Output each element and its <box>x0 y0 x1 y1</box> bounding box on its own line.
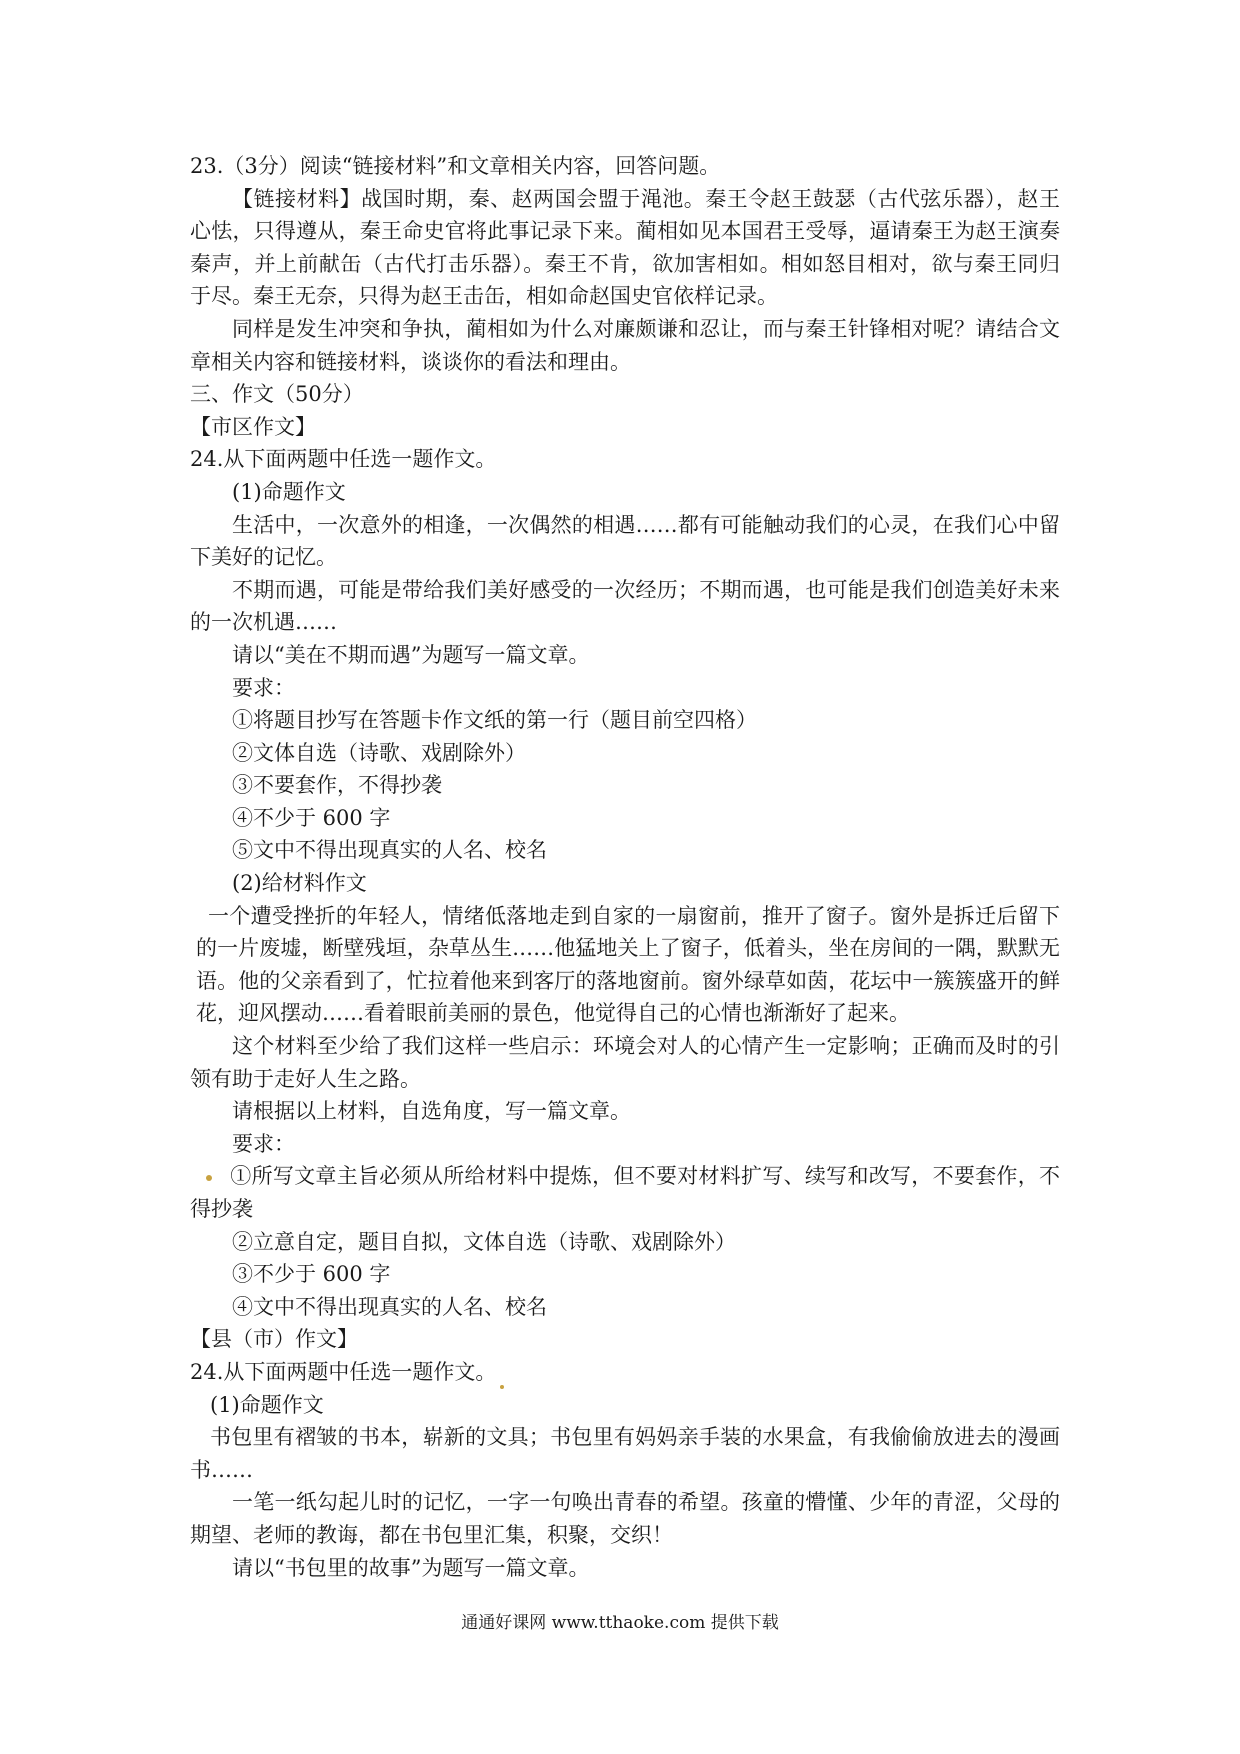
mark-dot <box>500 1385 504 1389</box>
city-opt1-req-item: ④不少于 600 字 <box>232 805 391 830</box>
city-opt1-req-item: ③不要套作，不得抄袭 <box>232 773 442 798</box>
city-opt2-p1: 一个遭受挫折的年轻人，情绪低落地走到自家的一扇窗前，推开了窗子。窗外是拆迁后留下的一片废墟，断壁残垣，杂草丛生……他猛地关上了窗子，低着头，坐在房间的一隅，默默无语。他的父亲看到了，忙拉着他来到客厅的落地窗前。窗外绿草如茵，花坛中一簇簇盛开的鲜花，迎风摆动……看着眼前美丽的景色，他觉得自己的心情也渐渐好了起来。 <box>196 903 1060 1026</box>
county-q24-wrap <box>190 1356 1060 1389</box>
county-header: 【县（市）作文】 <box>190 1327 358 1352</box>
city-opt1-p1: 生活中，一次意外的相逢，一次偶然的相遇……都有可能触动我们的心灵，在我们心中留下美好的记忆。 <box>190 512 1060 570</box>
county-p2: 一笔一纸勾起儿时的记忆，一字一句唤出青春的希望。孩童的懵懂、少年的青涩，父母的期望、老师的教诲，都在书包里汇集，积聚，交织！ <box>190 1490 1060 1547</box>
section-title: 三、作文（50分） <box>190 382 364 407</box>
city-q24: 24.从下面两题中任选一题作文。 <box>190 447 497 472</box>
county-p1: 书包里有褶皱的书本，崭新的文具；书包里有妈妈亲手装的水果盒，有我偷偷放进去的漫画书…… <box>190 1425 1060 1482</box>
city-opt1-req-item: ②文体自选（诗歌、戏剧除外） <box>232 740 526 765</box>
document-body <box>190 150 1060 1584</box>
city-opt2-req-item: ④文中不得出现真实的人名、校名 <box>232 1294 547 1319</box>
county-q24: 24.从下面两题中任选一题作文。 <box>190 1359 497 1384</box>
city-header: 【市区作文】 <box>190 414 316 439</box>
city-opt2-req: 要求： <box>232 1131 295 1156</box>
mark-dot <box>206 1175 212 1181</box>
city-opt2-p3: 请根据以上材料，自选角度，写一篇文章。 <box>232 1099 631 1124</box>
city-opt2-req1-wrap <box>190 1160 1060 1225</box>
q23-question: 同样是发生冲突和争执，蔺相如为什么对廉颇谦和忍让，而与秦王针锋相对呢？请结合文章相关内容和链接材料，谈谈你的看法和理由。 <box>190 316 1060 374</box>
city-opt2-req1: ①所写文章主旨必须从所给材料中提炼，但不要对材料扩写、续写和改写，不要套作，不得抄袭 <box>190 1164 1060 1221</box>
page-footer: 通通好课网 www.tthaoke.com 提供下载 <box>461 1613 779 1633</box>
city-opt2-req-item: ②立意自定，题目自拟，文体自选（诗歌、戏剧除外） <box>232 1229 736 1254</box>
city-opt2-req-item: ③不少于 600 字 <box>232 1262 391 1287</box>
city-opt2-title: (2)给材料作文 <box>232 871 367 896</box>
city-opt1-title: (1)命题作文 <box>232 479 346 504</box>
q23-material: 【链接材料】战国时期，秦、赵两国会盟于渑池。秦王令赵王鼓瑟（古代弦乐器），赵王心怯，只得遵从，秦王命史官将此事记录下来。蔺相如见本国君王受辱，逼请秦王为赵王演奏秦声，并上前献缶（古代打击乐器）。秦王不肯，欲加害相如。相如怒目相对，欲与秦王同归于尽。秦王无奈，只得为赵王击缶，相如命赵国史官依样记录。 <box>190 186 1060 309</box>
city-opt1-p2: 不期而遇，可能是带给我们美好感受的一次经历；不期而遇，也可能是我们创造美好未来的一次机遇…… <box>190 577 1060 635</box>
city-opt1-p3: 请以“美在不期而遇”为题写一篇文章。 <box>232 642 590 667</box>
q23-title: 23.（3分）阅读“链接材料”和文章相关内容，回答问题。 <box>190 154 721 178</box>
county-opt1-title: (1)命题作文 <box>210 1392 324 1417</box>
city-opt2-p2: 这个材料至少给了我们这样一些启示：环境会对人的心情产生一定影响；正确而及时的引领有助于走好人生之路。 <box>190 1034 1060 1091</box>
city-opt1-req: 要求： <box>232 675 295 700</box>
county-p3: 请以“书包里的故事”为题写一篇文章。 <box>232 1555 590 1580</box>
city-opt1-req-item: ⑤文中不得出现真实的人名、校名 <box>232 838 547 863</box>
city-opt1-req-item: ①将题目抄写在答题卡作文纸的第一行（题目前空四格） <box>232 708 757 733</box>
